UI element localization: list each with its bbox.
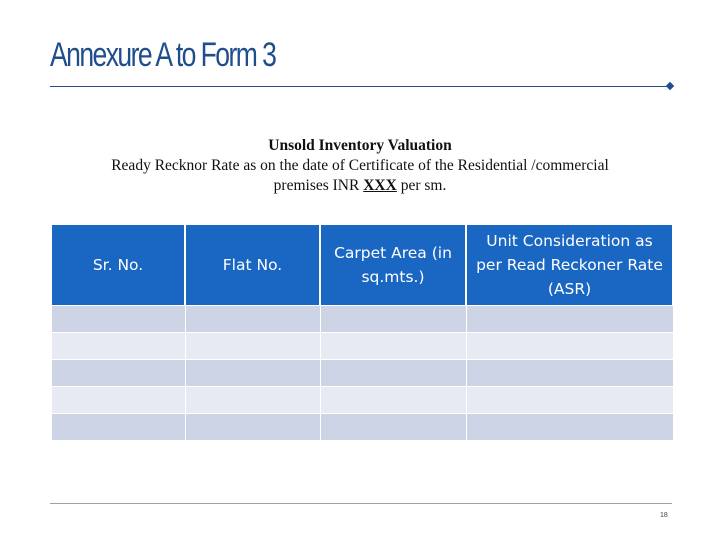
table-cell[interactable]	[466, 414, 673, 441]
heading-premises-line	[40, 176, 680, 196]
col-header-carpet-area: Carpet Area (in sq.mts.)	[320, 225, 466, 306]
table-cell[interactable]	[51, 387, 185, 414]
table-cell[interactable]	[320, 387, 466, 414]
table-cell[interactable]	[320, 360, 466, 387]
slide-title: Annexure A to Form 3	[50, 36, 276, 74]
footer-rule	[50, 503, 672, 504]
table-cell[interactable]	[51, 333, 185, 360]
premises-suffix: per sm.	[396, 177, 447, 194]
table-cell[interactable]	[466, 387, 673, 414]
table-cell[interactable]	[320, 333, 466, 360]
table-cell[interactable]	[185, 387, 320, 414]
table-cell[interactable]	[466, 306, 673, 333]
table-row	[51, 333, 673, 360]
table-header-row	[51, 225, 673, 306]
table-cell[interactable]	[51, 306, 185, 333]
col-header-sr-no: Sr. No.	[51, 225, 185, 306]
col-header-flat-no: Flat No.	[185, 225, 320, 306]
table-row	[51, 414, 673, 441]
table-cell[interactable]	[466, 333, 673, 360]
inventory-table	[50, 225, 674, 441]
table-row	[51, 360, 673, 387]
heading-rate-line: Ready Recknor Rate as on the date of Certificate of the Residential /commercial	[111, 157, 609, 174]
table-cell[interactable]	[185, 414, 320, 441]
page-number: 18	[660, 512, 668, 519]
valuation-heading	[40, 136, 680, 196]
table-cell[interactable]	[466, 360, 673, 387]
table-cell[interactable]	[51, 414, 185, 441]
table-cell[interactable]	[51, 360, 185, 387]
heading-title: Unsold Inventory Valuation	[268, 137, 452, 154]
premises-prefix: premises INR	[273, 177, 364, 194]
inr-value: XXX	[363, 177, 397, 194]
table-cell[interactable]	[320, 414, 466, 441]
table-cell[interactable]	[320, 306, 466, 333]
table-row	[51, 387, 673, 414]
table-cell[interactable]	[185, 333, 320, 360]
title-underline	[50, 86, 670, 87]
col-header-unit-consideration: Unit Consideration as per Read Reckoner Rate (ASR)	[466, 225, 673, 306]
table-cell[interactable]	[185, 360, 320, 387]
table-cell[interactable]	[185, 306, 320, 333]
table-row	[51, 306, 673, 333]
title-underline-dot	[666, 82, 674, 90]
